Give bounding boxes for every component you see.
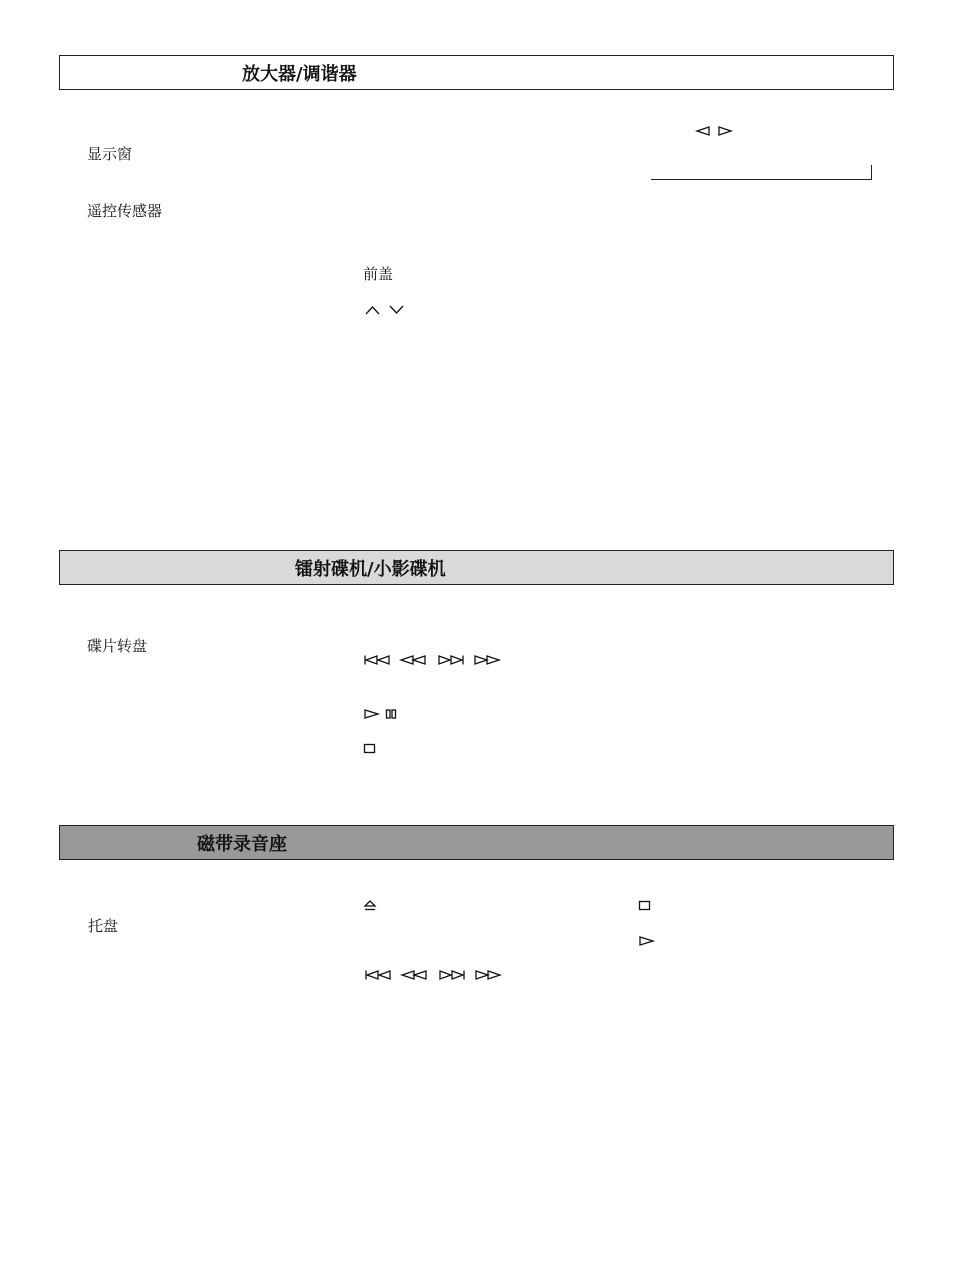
label-tray: 托盘	[88, 917, 119, 935]
stop-icon	[364, 744, 375, 753]
section-title-amp-tuner: 放大器/调谐器	[242, 63, 357, 85]
section-header-cassette-deck	[59, 825, 894, 860]
skip-back-icon	[365, 970, 391, 980]
left-triangle-icon	[696, 126, 710, 136]
pause-icon	[386, 709, 396, 719]
rewind-icon	[401, 970, 427, 980]
play-icon	[364, 709, 379, 719]
rewind-icon	[400, 655, 426, 665]
label-remote-sensor: 遥控传感器	[87, 202, 163, 220]
label-disc-tray: 碟片转盘	[87, 637, 148, 655]
skip-forward-icon	[438, 655, 464, 665]
up-chevron-icon	[365, 305, 380, 315]
section-header-cd-vcd	[59, 550, 894, 585]
section-header-amp-tuner	[59, 55, 894, 90]
skip-back-icon	[364, 655, 390, 665]
stop-icon	[639, 901, 650, 910]
display-window-leader-line	[651, 165, 872, 180]
skip-forward-icon	[439, 970, 465, 980]
down-chevron-icon	[389, 305, 404, 315]
fast-forward-icon	[475, 970, 501, 980]
section-title-cassette-deck: 磁带录音座	[197, 833, 287, 855]
eject-icon	[364, 900, 376, 911]
play-icon	[639, 936, 654, 946]
section-title-cd-vcd: 镭射碟机/小影碟机	[295, 558, 446, 580]
fast-forward-icon	[474, 655, 500, 665]
label-front-cover: 前盖	[363, 265, 394, 283]
label-display-window: 显示窗	[87, 145, 133, 163]
right-triangle-icon	[718, 126, 732, 136]
